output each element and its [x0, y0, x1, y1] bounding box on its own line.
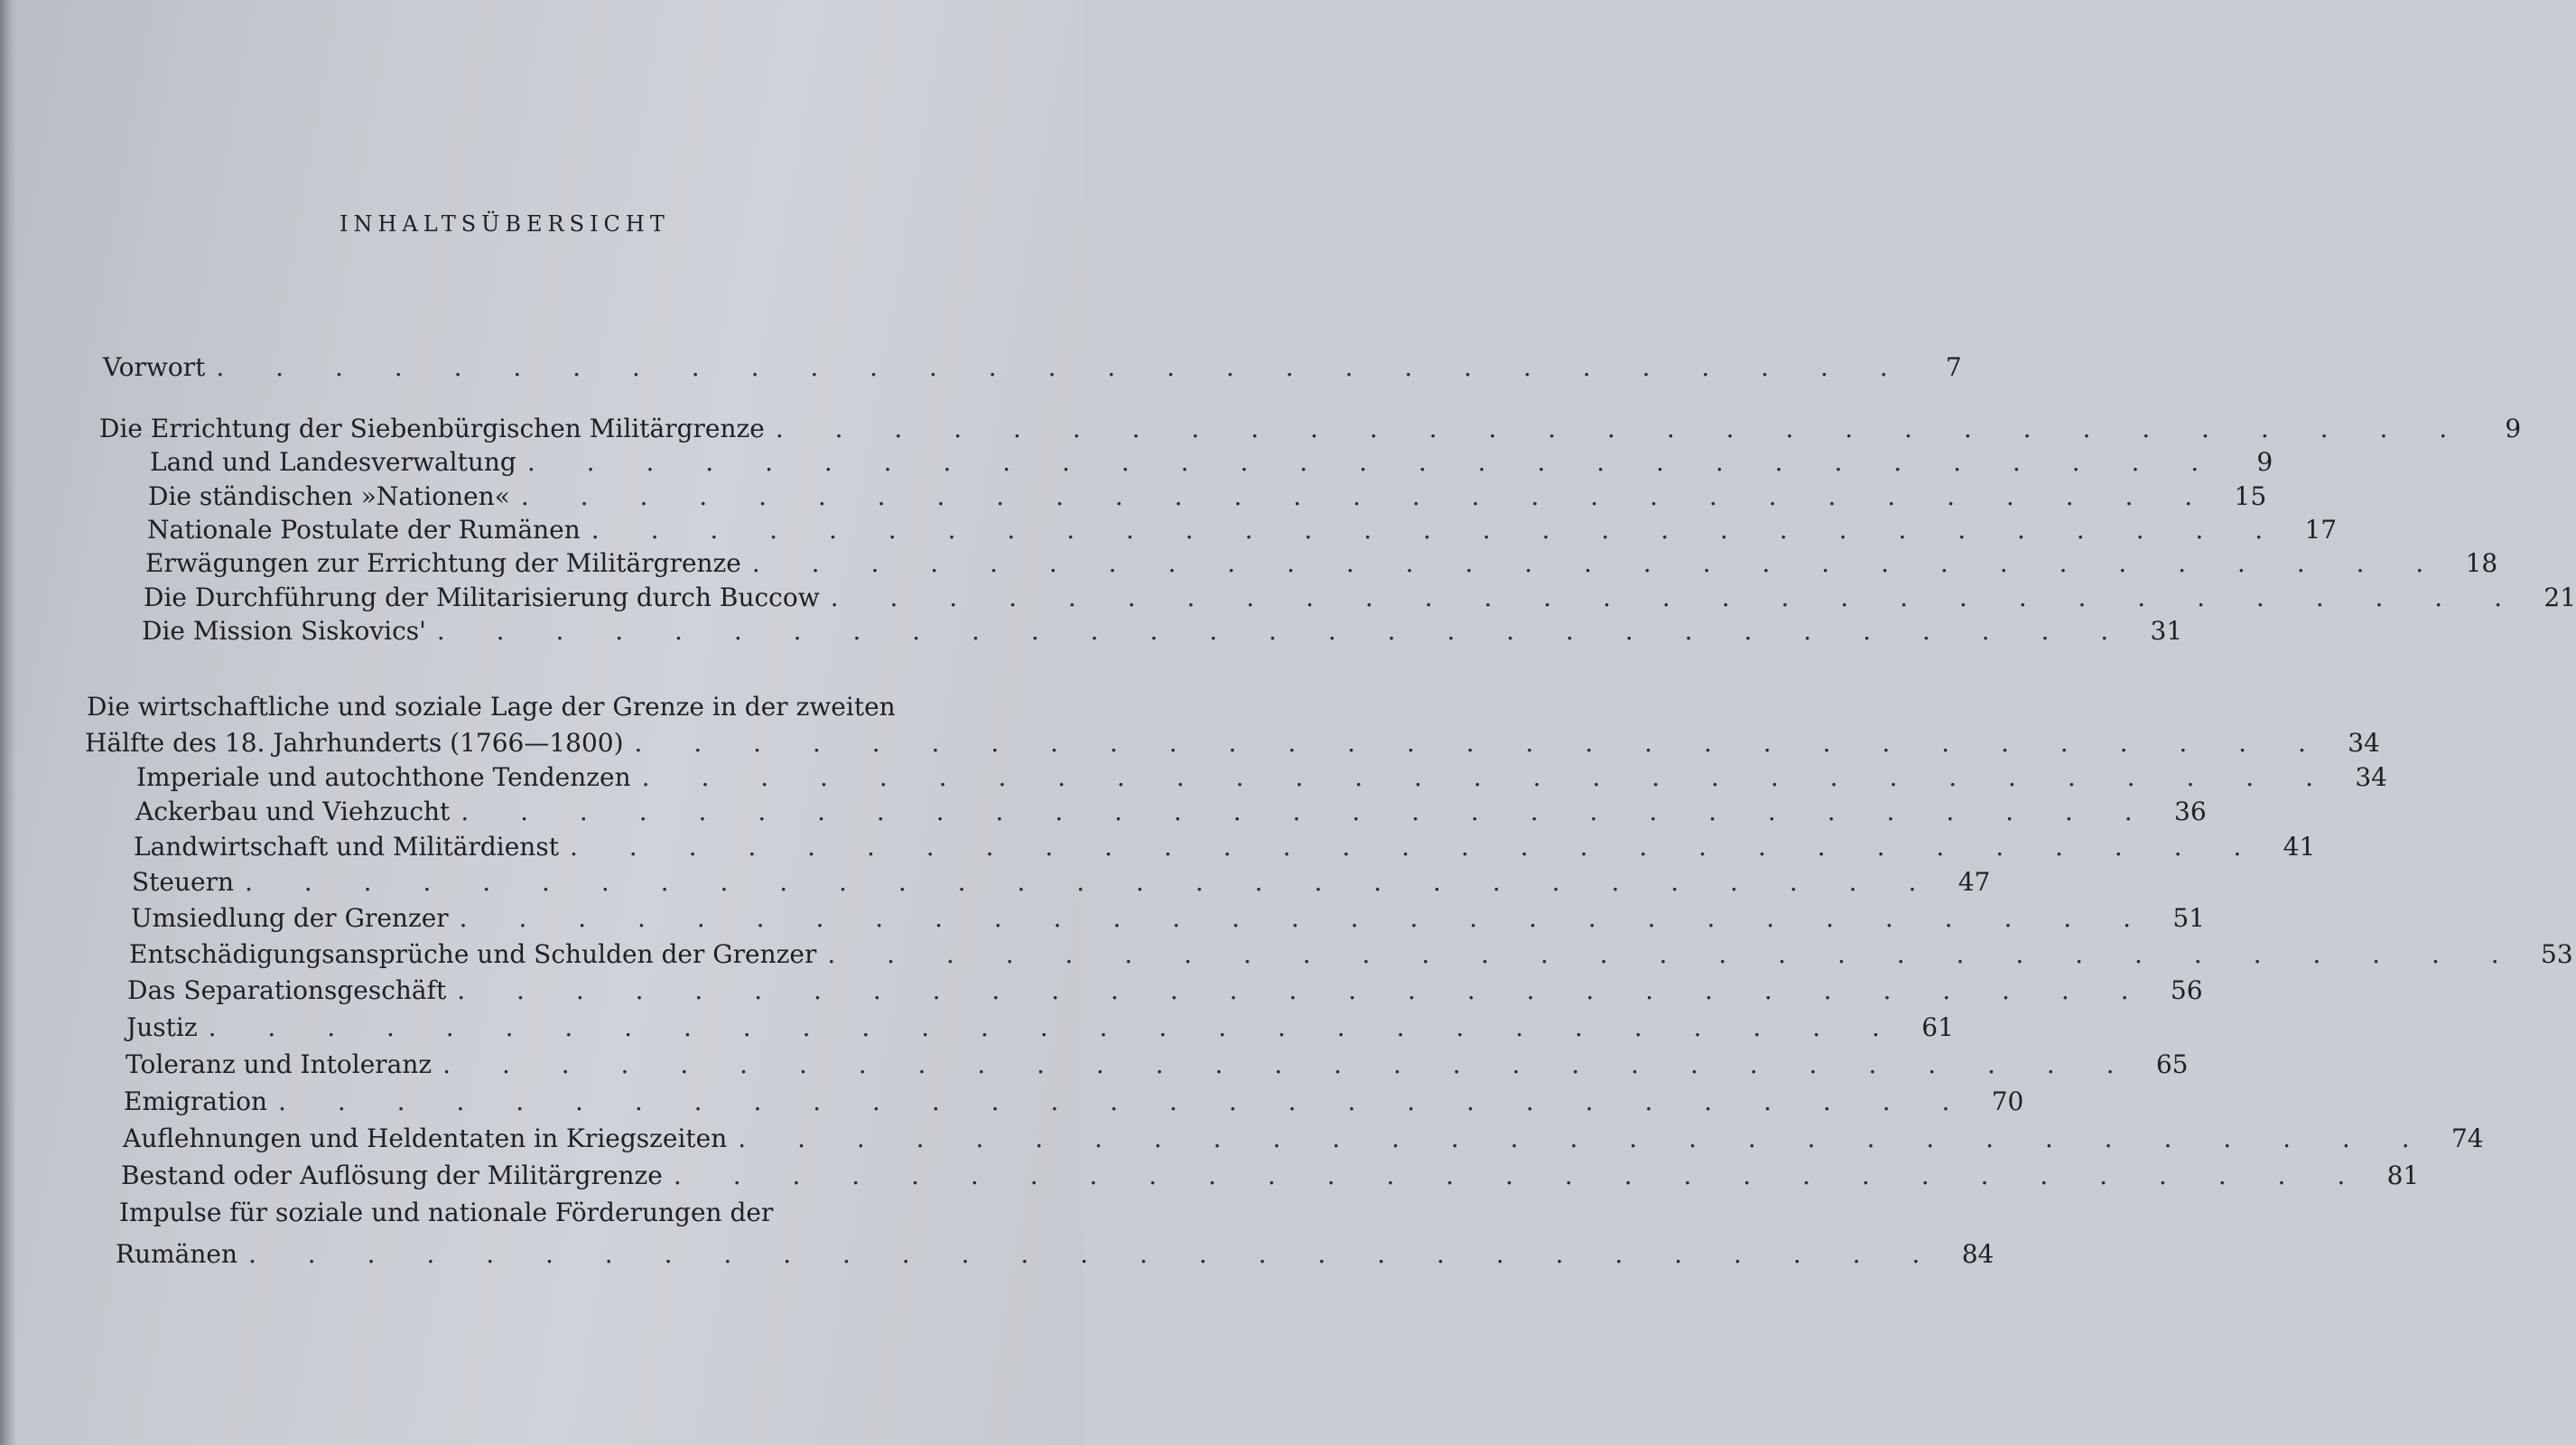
toc-leader-dots: . . . . . . . . . . . . . . . . . . . . . . . . . . . . . — [442, 1049, 2136, 1079]
toc-entry — [129, 939, 2573, 969]
toc-leader-dots: . . . . . . . . . . . . . . . . . . . . . . . . . . . . . — [673, 1161, 2367, 1190]
toc-entry-page: 74 — [2450, 1123, 2484, 1153]
toc-entry-title: Auflehnungen und Heldentaten in Kriegszeiten — [123, 1123, 728, 1153]
toc-entry — [85, 728, 2380, 758]
toc-entry-title: Die Durchführung der Militarisierung durch Buccow — [144, 583, 820, 612]
toc-leader-dots: . . . . . . . . . . . . . . . . . . . . . . . . . . . . . — [459, 903, 2153, 933]
toc-entry-title: Ackerbau und Viehzucht — [135, 797, 451, 826]
toc-leader-dots: . . . . . . . . . . . . . . . . . . . . . . . . . . . . . — [641, 762, 2335, 792]
toc-entry-title-line1: Die wirtschaftliche und soziale Lage der Grenze in der zweiten — [87, 692, 896, 722]
toc-entry-title: Toleranz und Intoleranz — [126, 1049, 432, 1079]
toc-entry-title: Vorwort — [103, 352, 206, 382]
toc-entry-page: 9 — [2505, 414, 2522, 443]
toc-entry-title: Rumänen — [116, 1239, 237, 1269]
toc-entry — [127, 975, 2203, 1005]
toc-leader-dots: . . . . . . . . . . . . . . . . . . . . . . . . . . . . . — [460, 797, 2154, 826]
toc-entry-title: Nationale Postulate der Rumänen — [147, 515, 581, 545]
toc-entry-page: 7 — [1945, 352, 1962, 382]
toc-leader-dots: . . . . . . . . . . . . . . . . . . . . . . . . . . . . . — [278, 1086, 1972, 1116]
toc-entry — [142, 616, 2183, 646]
toc-leader-dots: . . . . . . . . . . . . . . . . . . . . . . . . . . . . . — [830, 583, 2525, 612]
toc-entry-page: 31 — [2150, 616, 2183, 646]
toc-entry-page: 34 — [2355, 762, 2387, 792]
toc-leader-dots: . . . . . . . . . . . . . . . . . . . . . . . . . . . . . — [634, 728, 2328, 758]
toc-entry-page: 56 — [2170, 975, 2203, 1005]
toc-entry-title: Emigration — [124, 1086, 268, 1116]
toc-entry-title: Land und Landesverwaltung — [150, 447, 516, 477]
toc-entry-title: Die Mission Siskovics' — [142, 616, 426, 646]
toc-entry-title: Die Errichtung der Siebenbürgischen Militärgrenze — [99, 414, 765, 443]
toc-leader-dots: . . . . . . . . . . . . . . . . . . . . . . . . . . . . . — [208, 1012, 1902, 1042]
toc-entry — [123, 1123, 2484, 1153]
toc-entry — [144, 583, 2576, 612]
toc-entry — [124, 1086, 2024, 1116]
toc-entry-title: Erwägungen zur Errichtung der Militärgrenze — [145, 548, 741, 578]
toc-entry-title: Hälfte des 18. Jahrhunderts (1766—1800) — [85, 728, 624, 758]
toc-entry-title: Imperiale und autochthone Tendenzen — [136, 762, 631, 792]
toc-leader-dots: . . . . . . . . . . . . . . . . . . . . . . . . . . . . . — [738, 1123, 2432, 1153]
toc-entry-page: 65 — [2155, 1049, 2189, 1079]
toc-entry — [134, 832, 2316, 862]
toc-leader-dots: . . . . . . . . . . . . . . . . . . . . . . . . . . . . . — [827, 939, 2521, 969]
toc-leader-dots: . . . . . . . . . . . . . . . . . . . . . . . . . . . . . — [248, 1239, 1942, 1269]
toc-leader-dots: . . . . . . . . . . . . . . . . . . . . . . . . . . . . . — [245, 867, 1939, 897]
toc-entry — [126, 1049, 2189, 1079]
toc-entry-page: 84 — [1961, 1239, 1995, 1269]
toc-entry — [116, 1239, 1995, 1269]
toc-leader-dots: . . . . . . . . . . . . . . . . . . . . . . . . . . . . . — [436, 616, 2131, 646]
toc-entry-title: Die ständischen »Nationen« — [148, 481, 510, 511]
toc-entry — [132, 867, 1991, 897]
toc-entry-title: Steuern — [132, 867, 235, 897]
toc-entry-title-line1: Impulse für soziale und nationale Förderungen der — [119, 1198, 774, 1227]
toc-entry-page: 47 — [1958, 867, 1991, 897]
toc-entry-title: Landwirtschaft und Militärdienst — [134, 832, 559, 862]
toc-entry-page: 81 — [2386, 1161, 2420, 1190]
toc-entry-page: 70 — [1991, 1086, 2024, 1116]
toc-entry-page: 9 — [2256, 447, 2274, 477]
toc-leader-dots: . . . . . . . . . . . . . . . . . . . . . . . . . . . . . — [775, 414, 2469, 443]
toc-entry-page: 36 — [2174, 797, 2207, 826]
toc-entry-title: Umsiedlung der Grenzer — [131, 903, 449, 933]
toc-entry-page: 61 — [1921, 1012, 1954, 1042]
toc-entry — [148, 481, 2267, 511]
toc-entry-page: 21 — [2543, 583, 2576, 612]
toc-entry-title: Das Separationsgeschäft — [127, 975, 447, 1005]
toc-leader-dots: . . . . . . . . . . . . . . . . . . . . . . . . . . . . . — [569, 832, 2264, 862]
toc-entry — [135, 797, 2207, 826]
toc-leader-dots: . . . . . . . . . . . . . . . . . . . . . . . . . . . . . — [751, 548, 2446, 578]
toc-leader-dots: . . . . . . . . . . . . . . . . . . . . . . . . . . . . . — [520, 481, 2215, 511]
toc-entry-page: 41 — [2283, 832, 2316, 862]
toc-leader-dots: . . . . . . . . . . . . . . . . . . . . . . . . . . . . . — [216, 352, 1910, 382]
toc-entry — [131, 903, 2205, 933]
toc-leader-dots: . . . . . . . . . . . . . . . . . . . . . . . . . . . . . — [457, 975, 2151, 1005]
toc-entry-title: Justiz — [126, 1012, 198, 1042]
page-title: INHALTSÜBERSICHT — [339, 211, 670, 237]
toc-entry-title: Bestand oder Auflösung der Militärgrenze — [121, 1161, 663, 1190]
toc-entry — [136, 762, 2387, 792]
toc-entry — [99, 414, 2522, 443]
toc-entry-title: Entschädigungsansprüche und Schulden der Grenzer — [129, 939, 817, 969]
toc-entry — [147, 515, 2338, 545]
toc-leader-dots: . . . . . . . . . . . . . . . . . . . . . . . . . . . . . — [526, 447, 2221, 477]
toc-entry-page: 18 — [2465, 548, 2498, 578]
toc-entry — [126, 1012, 1954, 1042]
toc-entry — [150, 447, 2274, 477]
toc-entry — [145, 548, 2498, 578]
toc-entry — [103, 352, 1962, 382]
toc-entry — [121, 1161, 2420, 1190]
toc-entry-page: 17 — [2304, 515, 2338, 545]
toc-entry-page: 53 — [2541, 939, 2573, 969]
toc-entry-page: 15 — [2234, 481, 2267, 511]
toc-leader-dots: . . . . . . . . . . . . . . . . . . . . . . . . . . . . . — [591, 515, 2285, 545]
toc-entry-page: 51 — [2172, 903, 2205, 933]
toc-entry-page: 34 — [2348, 728, 2380, 758]
